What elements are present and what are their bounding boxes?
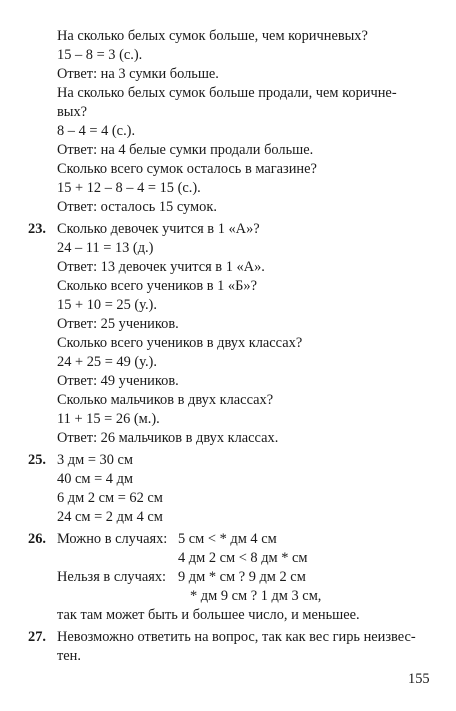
intro-line-4: На сколько белых сумок больше продали, чем коричне- xyxy=(57,85,397,101)
task-23-line-1: Сколько девочек учится в 1 «А»? xyxy=(57,221,260,237)
possible-case-1: 5 см < * дм 4 см xyxy=(178,531,277,547)
task-25-number: 25. xyxy=(28,452,46,468)
task-23-line-10: Сколько мальчиков в двух классах? xyxy=(57,392,274,408)
task-23-line-4: Сколько всего учеников в 1 «Б»? xyxy=(57,278,257,294)
task-23-number: 23. xyxy=(28,221,46,237)
intro-line-1: На сколько белых сумок больше, чем коричневых? xyxy=(57,28,368,44)
page-number: 155 xyxy=(408,671,430,687)
intro-line-5: вых? xyxy=(57,104,88,120)
task-23-line-12: Ответ: 26 мальчиков в двух классах. xyxy=(57,430,279,446)
possible-label: Можно в случаях: xyxy=(57,531,168,547)
task-23-line-9: Ответ: 49 учеников. xyxy=(57,373,179,389)
task-23-line-5: 15 + 10 = 25 (у.). xyxy=(57,297,157,313)
task-25-line-1: 3 дм = 30 см xyxy=(57,452,134,468)
intro-line-9: 15 + 12 – 8 – 4 = 15 (с.). xyxy=(57,180,201,196)
intro-line-7: Ответ: на 4 белые сумки продали больше. xyxy=(57,142,314,158)
task-23-line-11: 11 + 15 = 26 (м.). xyxy=(57,411,160,427)
task-25-line-2: 40 см = 4 дм xyxy=(57,471,134,487)
intro-line-8: Сколько всего сумок осталось в магазине? xyxy=(57,161,317,177)
task-27-line-2: тен. xyxy=(57,648,81,664)
intro-line-10: Ответ: осталось 15 сумок. xyxy=(57,199,217,215)
task-25-line-4: 24 см = 2 дм 4 см xyxy=(57,509,163,525)
task-23-line-2: 24 – 11 = 13 (д.) xyxy=(57,240,154,256)
impossible-case-2: * дм 9 см ? 1 дм 3 см, xyxy=(190,588,322,604)
impossible-label: Нельзя в случаях: xyxy=(57,569,167,585)
task-27-number: 27. xyxy=(28,629,46,645)
intro-line-2: 15 – 8 = 3 (с.). xyxy=(57,47,143,63)
task-25-line-3: 6 дм 2 см = 62 см xyxy=(57,490,163,506)
task-26-number: 26. xyxy=(28,531,46,547)
task-23-line-7: Сколько всего учеников в двух классах? xyxy=(57,335,303,351)
task-23-line-6: Ответ: 25 учеников. xyxy=(57,316,179,332)
possible-case-2: 4 дм 2 см < 8 дм * см xyxy=(178,550,308,566)
intro-line-3: Ответ: на 3 сумки больше. xyxy=(57,66,219,82)
task-23-line-3: Ответ: 13 девочек учится в 1 «А». xyxy=(57,259,265,275)
task-26-note: так там может быть и большее число, и меньшее. xyxy=(57,607,360,623)
intro-line-6: 8 – 4 = 4 (с.). xyxy=(57,123,136,139)
impossible-case-1: 9 дм * см ? 9 дм 2 см xyxy=(178,569,306,585)
task-23-line-8: 24 + 25 = 49 (у.). xyxy=(57,354,157,370)
task-27-line-1: Невозможно ответить на вопрос, так как вес гирь неизвес- xyxy=(57,629,416,645)
